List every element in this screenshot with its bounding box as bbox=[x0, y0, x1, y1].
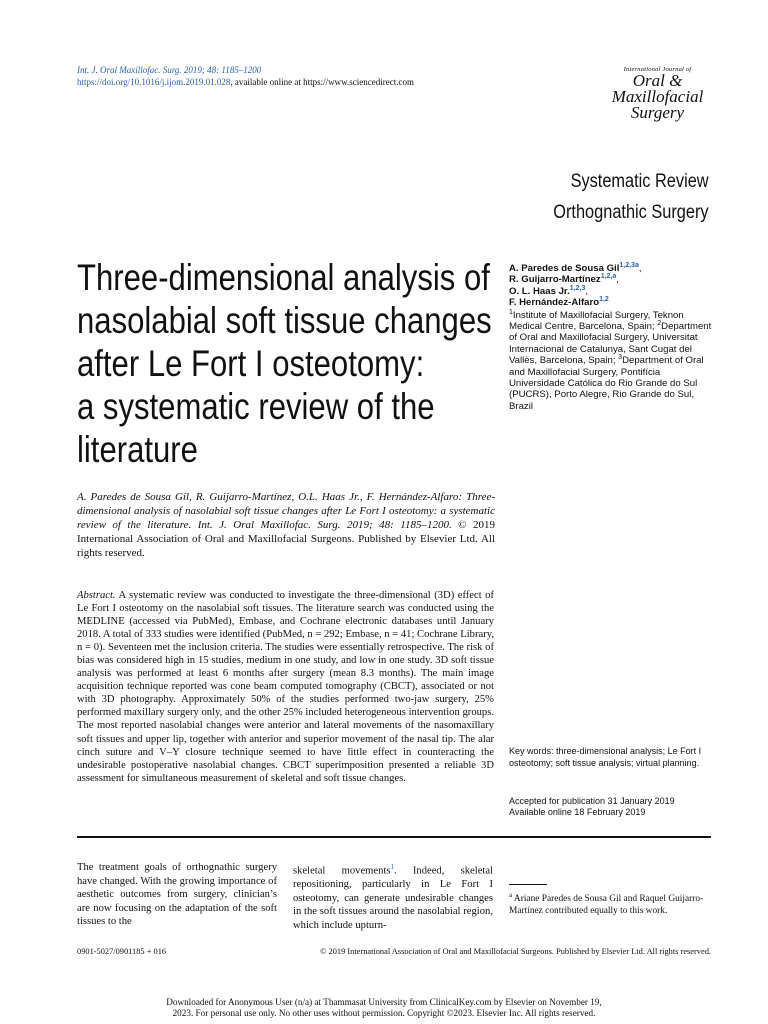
download-notice bbox=[0, 997, 768, 1019]
body-text: . Indeed, skeletal repositioning, particularly in Le Fort I osteotomy, can generate undesirable changes in the soft tissues around the nasolabial region, which include upturn- bbox=[293, 865, 493, 931]
author-superscript: 1,2,3a bbox=[619, 261, 639, 269]
author-entry[interactable] bbox=[509, 286, 714, 297]
affiliation-marker: 1 bbox=[509, 308, 513, 316]
body-column-1: The treatment goals of orthognathic surgery have changed. With the growing importance of aesthetic outcomes from surgery, clinician’s are now focusing on the adaptation of the soft tissues to the bbox=[77, 862, 277, 928]
body-text: skeletal movements bbox=[293, 865, 391, 877]
article-section bbox=[554, 166, 709, 228]
author-superscript: 1,2 bbox=[599, 296, 609, 304]
title-line-4: a systematic review of the bbox=[77, 386, 435, 427]
title-line-3: after Le Fort I osteotomy: bbox=[77, 343, 425, 384]
abstract-label: Abstract. bbox=[77, 590, 116, 601]
accepted-date: Accepted for publication 31 January 2019 bbox=[509, 796, 675, 806]
affiliation-1: Institute of Maxillofacial Surgery, Teknon Medical Centre, Barcelona, Spain; bbox=[509, 309, 684, 333]
affiliation-3: Department of Oral and Maxillofacial Surgery, Pontifícia Universidade Católica do Rio Grande do Sul (PUCRS), Porto Alegre, Rio Grande do Sul, Brazil bbox=[509, 355, 704, 412]
author-entry[interactable] bbox=[509, 274, 714, 285]
reference-link[interactable]: 1 bbox=[390, 863, 394, 871]
logo-line-2: Oral & bbox=[632, 71, 683, 90]
footnote bbox=[509, 889, 714, 917]
affiliation-marker: 3 bbox=[618, 354, 623, 362]
journal-ref-text: Int. J. Oral Maxillofac. Surg. 2019; 48: 1185–1200 bbox=[77, 65, 262, 75]
author-block bbox=[509, 263, 714, 412]
how-to-cite bbox=[77, 490, 495, 560]
doi-link[interactable]: https://doi.org/10.1016/j.ijom.2019.01.028 bbox=[77, 77, 231, 87]
author-superscript: 1,2,a bbox=[600, 273, 617, 281]
journal-reference bbox=[77, 64, 414, 76]
article-title bbox=[77, 256, 492, 471]
download-line-2: 2023. For personal use only. No other uses without permission. Copyright ©2023. Elsevier Inc. All rights reserved. bbox=[172, 1008, 596, 1018]
title-line-5: literature bbox=[77, 429, 198, 470]
affiliations bbox=[509, 310, 714, 413]
availability-text: , available online at https://www.sciencedirect.com bbox=[230, 77, 414, 87]
citation-copyright: © 2019 International Association of Oral and Maxillofacial Surgeons. Published by Elsevier Ltd. All rights reserved. bbox=[77, 519, 496, 559]
keywords: Key words: three-dimensional analysis; Le Fort I osteotomy; soft tissue analysis; virtual planning. bbox=[509, 746, 702, 768]
doi-line bbox=[77, 76, 414, 88]
affiliation-2: Department of Oral and Maxillofacial Surgery, Universitat Internacional de Catalunya, Sant Cugat del Vallès, Barcelona, Spain; bbox=[509, 321, 712, 367]
publication-dates bbox=[509, 796, 714, 818]
issn-code: 0901-5027/0901185 + 016 bbox=[77, 947, 167, 956]
author-name: O. L. Haas Jr. bbox=[509, 285, 570, 297]
footnote-marker: a bbox=[509, 891, 513, 899]
footnote-divider bbox=[509, 884, 547, 885]
author-separator: , bbox=[585, 285, 589, 297]
journal-citation-header bbox=[77, 64, 414, 88]
author-name: R. Guijarro-Martínez bbox=[509, 274, 601, 286]
abstract bbox=[77, 589, 494, 785]
logo-line-1: International Journal of bbox=[623, 66, 692, 73]
author-entry[interactable] bbox=[509, 297, 714, 308]
affiliation-marker: 2 bbox=[657, 319, 662, 327]
author-name: A. Paredes de Sousa Gil bbox=[509, 263, 620, 274]
logo-line-4: Surgery bbox=[630, 103, 685, 122]
section-divider bbox=[77, 836, 711, 838]
author-separator: , bbox=[616, 274, 619, 286]
citation-italic: A. Paredes de Sousa Gil, R. Guijarro-Martínez, O.L. Haas Jr., F. Hernández-Alfaro: Three-dimensional analysis of nasolabial soft tissue changes after Le Fort I osteotomy: a systematic review of the literature. Int. J. Oral Maxillofac. Surg. 2019; 48: 1185–1200. bbox=[77, 491, 495, 531]
footer-copyright: © 2019 International Association of Oral and Maxillofacial Surgeons. Published by Elsevier Ltd. All rights reserved. bbox=[320, 947, 711, 956]
article-type: Systematic Review bbox=[570, 171, 709, 192]
abstract-text: A systematic review was conducted to investigate the three-dimensional (3D) effect of Le Fort I osteotomy on the nasolabial soft tissues. The literature search was conducted using the MEDLINE (accessed via PubMed), Embase, and Cochrane electronic databases until January 2018. A total of 333 studies were identified (PubMed, n = 292; Embase, n = 41; Cochrane Library, n = 0). Seventeen met the inclusion criteria. The studies were essentially retrospective. The risk of bias was considered high in 15 studies, medium in one study, and low in one study. 3D soft tissue analysis was performed at least 6 months after surgery (mean 8.3 months). The main image acquisition technique reported was cone beam computed tomography (CBCT), associated or not with 3D photography. Approximately 50% of the studies performed two-jaw surgery, 25% performed maxillary surgery only, and the other 25% included heterogeneous intervention groups. The most reported nasolabial changes were anterior and lateral movements of the nasomaxillary soft tissues and upper lip, together with anterior and superior movement of the nasal tip. The alar cinch suture and V–Y closure technique seemed to have little effect in counteracting the undesirable postoperative nasolabial changes. CBCT superimposition presented a reliable 3D assessment for simultaneous measurement of skeletal and soft tissue changes. bbox=[77, 590, 494, 784]
journal-logo bbox=[600, 66, 715, 121]
title-line-2: nasolabial soft tissue changes bbox=[77, 300, 492, 341]
author-name: F. Hernández-Alfaro bbox=[509, 297, 600, 309]
online-date: Available online 18 February 2019 bbox=[509, 807, 646, 817]
download-line-1: Downloaded for Anonymous User (n/a) at Thammasat University from ClinicalKey.com by Elsevier on November 19, bbox=[166, 997, 602, 1007]
article-topic: Orthognathic Surgery bbox=[553, 202, 709, 223]
body-column-2 bbox=[293, 861, 493, 933]
author-separator: , bbox=[638, 263, 642, 274]
logo-line-3: Maxillofacial bbox=[611, 87, 704, 106]
title-line-1: Three-dimensional analysis of bbox=[77, 257, 490, 298]
author-superscript: 1,2,3 bbox=[569, 284, 586, 292]
footnote-text: Ariane Paredes de Sousa Gil and Raquel Guijarro-Martínez contributed equally to this work. bbox=[509, 894, 704, 917]
